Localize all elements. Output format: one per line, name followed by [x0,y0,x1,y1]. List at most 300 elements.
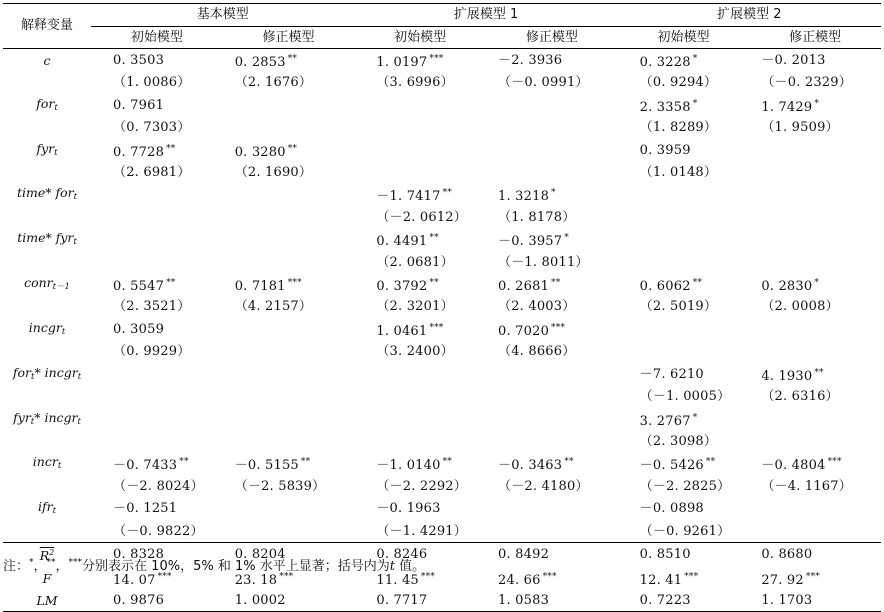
significance-stars: * [814,278,820,289]
variable-name: time* fyr [17,230,74,246]
table-row-tstat [3,432,881,452]
coef-cell [354,318,486,342]
stat-cell [618,567,750,591]
t-stat-value: （－1. 8011） [498,254,589,270]
variable-subscript: t－1 [52,282,70,293]
stat-cell [618,542,750,566]
variable-name: for [36,95,55,111]
stat-value: 0. 8246 [376,546,428,562]
coef-value: 2. 3358 [639,99,691,115]
coef-cell [486,183,618,207]
t-stat-value: （－0. 9822） [113,523,204,539]
table-note [3,555,425,574]
t-stat-cell [618,297,750,317]
coef-value: 0. 3792 [376,279,428,295]
coef-value: 0. 3059 [113,321,165,337]
t-stat-cell [749,522,881,543]
coef-value: 0. 3959 [639,142,691,158]
t-stat-value: （4. 8666） [498,344,576,360]
t-stat-cell [91,297,223,317]
t-stat-cell [618,73,750,93]
significance-stars: ** [814,367,824,378]
note-star-2: ** [46,557,56,568]
stat-value: 0. 7223 [639,592,691,608]
coef-cell [618,452,750,476]
t-stat-value: （－2. 4180） [498,478,589,494]
t-stat-cell [223,73,355,93]
t-stat-value: （4. 2157） [234,299,313,315]
t-stat-value: （2. 6981） [113,165,191,181]
coef-value: 0. 6062 [639,279,691,295]
header-group-ext2: 扩展模型 2 [618,4,881,27]
coef-cell [354,228,486,252]
table-row [3,228,881,252]
coef-cell [354,452,486,476]
t-stat-value: （－2. 2825） [639,478,731,494]
coef-cell [749,408,881,432]
empty-cell [3,118,91,138]
coef-cell [486,452,618,476]
coef-value: 0. 2830 [761,279,813,295]
t-stat-cell [486,163,618,183]
coef-cell [354,497,486,521]
stat-value: 1. 1703 [761,592,813,608]
significance-stars: ** [442,457,452,468]
t-stat-cell [91,477,223,497]
t-stat-value: （2. 1690） [234,165,313,181]
coef-value: 0. 3503 [113,53,165,68]
t-stat-cell [354,477,486,497]
t-stat-value: （－0. 9261） [639,523,731,539]
coef-cell [618,318,750,342]
variable-name: time* for [16,185,74,201]
stat-name: LM [36,592,58,608]
coef-cell [91,408,223,432]
header-group-basic: 基本模型 [91,4,354,27]
significance-stars: ** [300,457,311,468]
note-star-3: *** [68,557,83,568]
coef-value: －0. 5155 [234,458,299,474]
t-stat-cell [749,163,881,183]
coef-value: －0. 1251 [113,501,178,517]
coef-value: 0. 7961 [113,97,165,113]
coef-cell [91,273,223,297]
subheader-initial: 初始模型 [91,27,223,49]
table-row [3,49,881,74]
t-stat-value: （2. 3098） [639,433,718,449]
t-stat-cell [486,477,618,497]
t-stat-value: （2. 5019） [639,299,718,315]
variable-label [3,273,91,297]
variable-name: fyr [36,140,55,156]
t-stat-cell [618,208,750,228]
variable-label [3,183,91,207]
t-stat-cell [749,297,881,317]
table-row-tstat [3,342,881,362]
significance-stars: ** [692,278,703,289]
significance-stars: *** [805,571,820,582]
subheader-initial: 初始模型 [618,27,750,49]
t-stat-cell [91,522,223,543]
variable-subscript: t [54,147,58,158]
t-stat-value: （1. 8289） [639,120,718,136]
significance-stars: * [692,412,698,423]
variable-subscript: t [73,192,78,203]
stat-value: 0. 8510 [639,546,691,562]
subheader-revised: 修正模型 [486,27,618,49]
t-stat-cell [749,208,881,228]
t-stat-cell [223,432,355,452]
t-stat-cell [618,118,750,138]
coef-cell [749,497,881,521]
variable-subscript-2: t [77,371,82,382]
t-stat-cell [618,432,750,452]
coef-value: －1. 0140 [376,458,441,474]
coef-value: 3. 2767 [639,413,691,429]
significance-stars: * [551,188,556,199]
coef-cell [223,363,355,387]
coef-value: 0. 7728 [113,144,165,160]
table-row-tstat [3,387,881,407]
empty-cell [3,342,91,362]
t-stat-value: （2. 3521） [113,299,191,315]
table-row [3,139,881,163]
coef-cell [354,273,486,297]
coef-cell [223,318,355,342]
t-stat-value: （－0. 2329） [761,75,852,91]
variable-subscript: t [61,326,66,337]
t-stat-cell [486,297,618,317]
stat-row [3,591,881,612]
significance-stars: * [692,98,698,109]
coef-cell [354,139,486,163]
t-stat-value: （2. 0681） [376,254,454,270]
table-row [3,318,881,342]
stat-value: 12. 41 [639,572,683,588]
variable-label [3,318,91,342]
empty-cell [3,253,91,273]
note-sep-2: ， [55,559,69,574]
stat-cell [486,542,618,566]
t-stat-cell [618,522,750,543]
t-stat-cell [223,253,355,273]
coef-cell [749,318,881,342]
coef-value: 4. 1930 [761,368,813,384]
t-stat-cell [354,387,486,407]
coef-cell [223,183,355,207]
t-stat-value: （1. 0148） [639,165,718,181]
table-row-tstat [3,118,881,138]
t-stat-cell [749,118,881,138]
t-stat-cell [486,253,618,273]
stat-value: 1. 0583 [498,592,550,608]
stat-superscript: 2 [49,547,55,557]
t-stat-cell [91,342,223,362]
table-row-tstat [3,477,881,497]
t-stat-cell [749,387,881,407]
significance-stars: ** [179,457,189,468]
significance-stars: ** [429,233,439,244]
note-sep-1: ， [33,559,47,574]
t-stat-value: （2. 4003） [498,299,576,315]
t-stat-value: （－1. 0005） [639,389,731,405]
coef-cell [486,49,618,74]
variable-subscript: t [31,371,35,382]
significance-stars: ** [287,143,298,154]
coef-cell [618,497,750,521]
t-stat-cell [354,297,486,317]
coef-cell [91,363,223,387]
variable-name: incr [32,454,58,470]
significance-stars: ** [166,143,176,154]
t-stat-cell [618,163,750,183]
t-stat-cell [486,522,618,543]
variable-label [3,408,91,432]
t-stat-cell [618,342,750,362]
coef-value: 0. 7181 [234,279,286,295]
variable-subscript: t [57,461,62,472]
table-row [3,183,881,207]
variable-name: conr [24,275,53,291]
coef-cell [486,408,618,432]
variable-subscript: t [52,506,57,517]
stat-cell [749,567,881,591]
t-stat-value: （1. 0086） [113,75,191,91]
coef-value: －0. 3957 [498,234,563,250]
t-stat-cell [618,477,750,497]
coef-value: －0. 1963 [376,501,441,517]
table-row-tstat [3,253,881,273]
t-stat-value: （－1. 4291） [376,523,467,539]
coef-cell [223,49,355,74]
coef-cell [354,94,486,118]
table-row-tstat [3,163,881,183]
significance-stars: *** [429,322,444,333]
stat-value: 1. 0002 [234,592,286,608]
coef-cell [91,183,223,207]
significance-stars: *** [279,571,294,582]
coef-cell [223,408,355,432]
variable-subscript: t [73,237,77,248]
table-row [3,273,881,297]
significance-stars: *** [287,278,302,289]
t-stat-cell [354,253,486,273]
coef-value: －0. 7433 [113,458,178,474]
stat-value: 0. 9876 [113,592,165,608]
coef-cell [486,318,618,342]
regression-table [3,3,881,612]
coef-cell [486,363,618,387]
stat-cell [223,591,355,612]
coef-cell [91,228,223,252]
coef-cell [223,497,355,521]
coef-cell [618,49,750,74]
coef-value: －0. 0898 [639,501,704,517]
significance-stars: *** [429,54,444,64]
significance-stars: * [564,233,569,244]
coef-value: 1. 7429 [761,99,813,115]
variable-subscript-2: t [77,416,81,427]
stat-value: 23. 18 [234,572,278,588]
stat-value: 11. 45 [376,572,419,588]
coef-cell [91,94,223,118]
coef-cell [486,273,618,297]
variable-subscript: t [54,102,58,113]
significance-stars: ** [551,278,561,289]
coef-value: 0. 2681 [498,279,550,295]
note-text: 分别表示在 10%，5% 和 1% 水平上显著；括号内为 [82,559,390,574]
t-stat-cell [91,432,223,452]
table-row [3,452,881,476]
stat-cell [749,542,881,566]
table-row [3,363,881,387]
t-stat-value: （－2. 2292） [376,478,467,494]
variable-name-2: * incgr [34,364,78,380]
coef-value: －0. 4804 [761,458,826,474]
stat-cell [618,591,750,612]
table-row [3,497,881,521]
t-stat-cell [486,208,618,228]
t-stat-value: （2. 0008） [761,299,839,315]
t-stat-cell [223,477,355,497]
coef-cell [749,228,881,252]
t-stat-value: （－2. 5839） [234,478,326,494]
significance-stars: *** [420,571,436,582]
coef-cell [749,183,881,207]
t-stat-cell [618,387,750,407]
header-variable: 解释变量 [3,4,91,49]
t-stat-cell [354,432,486,452]
t-stat-cell [354,163,486,183]
variable-name-2: * incgr [34,409,78,425]
coef-cell [354,363,486,387]
variable-label [3,49,91,74]
stat-value: 0. 8328 [113,546,165,562]
coef-cell [749,139,881,163]
coef-value: 0. 4491 [376,234,428,250]
t-stat-cell [486,432,618,452]
table-row [3,408,881,432]
t-stat-cell [223,297,355,317]
coef-value: 0. 5547 [113,279,165,295]
coef-value: 0. 7020 [498,323,550,339]
t-stat-value: （－4. 1167） [761,478,852,494]
coef-value: －0. 2013 [761,53,826,68]
table-body [3,49,881,612]
coef-cell [618,273,750,297]
t-stat-value: （0. 7303） [113,120,191,136]
t-stat-value: （3. 6996） [376,75,454,91]
coef-cell [486,139,618,163]
t-stat-value: （－0. 0991） [498,75,589,91]
t-stat-cell [91,253,223,273]
table-row [3,94,881,118]
t-stat-cell [223,522,355,543]
stat-value: 27. 92 [761,572,804,588]
t-stat-cell [91,73,223,93]
significance-stars: ** [429,278,439,289]
stat-value: 0. 8680 [761,546,813,562]
table-row-tstat [3,522,881,543]
variable-label [3,94,91,118]
t-stat-cell [223,342,355,362]
coef-cell [749,94,881,118]
stat-name: R [39,548,50,564]
empty-cell [3,477,91,497]
significance-stars: *** [684,571,699,582]
t-stat-cell [223,208,355,228]
note-prefix: 注： [3,559,30,574]
coef-cell [91,497,223,521]
subheader-initial: 初始模型 [354,27,486,49]
t-stat-value: （2. 1676） [234,75,313,91]
t-stat-value: （2. 6316） [761,389,839,405]
variable-name: fyr [13,409,31,425]
coef-cell [223,139,355,163]
empty-cell [3,387,91,407]
variable-name: c [43,53,51,68]
coef-cell [91,139,223,163]
coef-value: 0. 2853 [234,55,286,70]
t-stat-cell [749,342,881,362]
significance-stars: * [692,54,698,64]
note-star-1: * [29,557,34,568]
coef-cell [618,139,750,163]
coef-value: 1. 0197 [376,55,428,70]
t-stat-cell [223,163,355,183]
t-stat-value: （1. 8178） [498,209,576,225]
t-stat-cell [749,477,881,497]
coef-cell [749,49,881,74]
subheader-revised: 修正模型 [223,27,355,49]
header-group-ext1: 扩展模型 1 [354,4,617,27]
significance-stars: *** [157,571,172,582]
coef-cell [486,94,618,118]
t-stat-cell [486,342,618,362]
t-stat-value: （3. 2400） [376,344,454,360]
coef-cell [223,94,355,118]
subheader-revised: 修正模型 [749,27,881,49]
t-stat-cell [354,208,486,228]
variable-label [3,497,91,521]
t-stat-value: （2. 3201） [376,299,454,315]
table-row-tstat [3,73,881,93]
coef-value: －0. 3463 [498,458,563,474]
significance-stars: ** [705,457,716,468]
significance-stars: * [814,98,820,109]
coef-value: －0. 5426 [639,458,704,474]
t-stat-cell [354,522,486,543]
t-stat-cell [91,208,223,228]
note-text-end: 值。 [394,559,426,574]
coef-cell [486,497,618,521]
note-t: t [389,559,395,574]
t-stat-cell [618,253,750,273]
coef-value: 1. 3218 [498,189,550,205]
significance-stars: *** [551,322,566,333]
coef-value: －7. 6210 [639,366,704,382]
significance-stars: ** [166,278,176,289]
t-stat-cell [486,118,618,138]
t-stat-value: （0. 9929） [113,344,191,360]
significance-stars: ** [564,457,574,468]
t-stat-cell [354,73,486,93]
stat-cell [354,591,486,612]
stat-cell [749,591,881,612]
t-stat-cell [223,387,355,407]
coef-cell [354,49,486,74]
coef-cell [749,363,881,387]
